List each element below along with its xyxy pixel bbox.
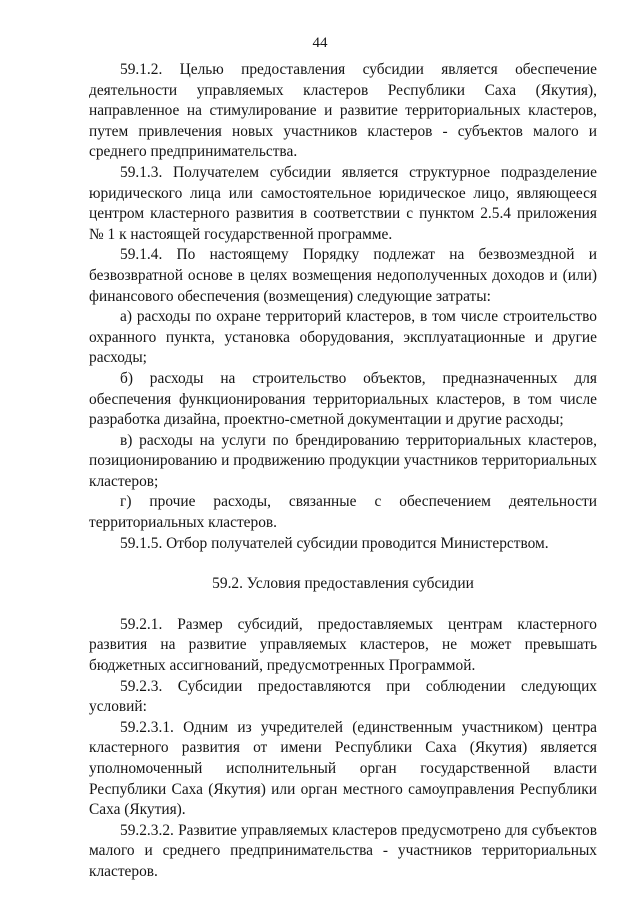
- paragraph-59-2-3-2: 59.2.3.2. Развитие управляемых кластеров предусмотрено для субъектов малого и среднего предпринимательства - участников территориальных кластеров.: [89, 821, 597, 880]
- section-heading: 59.2. Условия предоставления субсидии: [212, 575, 474, 593]
- document-body: [89, 60, 597, 883]
- paragraph-59-1-3: 59.1.3. Получателем субсидии является структурное подразделение юридического лица или самостоятельное юридическое лицо, являющееся центром кластерного развития в соответствии с пунктом 2.5.4 приложения № 1 к настоящей государственной программе.: [89, 163, 597, 243]
- paragraph-59-2-3: 59.2.3. Субсидии предоставляются при соблюдении следующих условий:: [89, 677, 597, 716]
- spacer: [89, 595, 597, 615]
- list-item-g: г) прочие расходы, связанные с обеспечением деятельности территориальных кластеров.: [89, 493, 597, 532]
- paragraph-59-2-3-1: 59.2.3.1. Одним из учредителей (единственным участником) центра кластерного развития от имени Республики Саха (Якутия) является уполномоченный исполнительный орган государственной власти Республики Саха (Якутия) или орган местного самоуправления Республики Саха (Якутия).: [89, 718, 597, 819]
- page-number: 44: [312, 35, 328, 51]
- spacer: [89, 554, 597, 574]
- paragraph-59-1-4: 59.1.4. По настоящему Порядку подлежат на безвозмездной и безвозвратной основе в целях возмещения недополученных доходов и (или) финансового обеспечения (возмещения) следующие затраты:: [89, 246, 597, 305]
- paragraph-59-1-2: 59.1.2. Целью предоставления субсидии является обеспечение деятельности управляемых кластеров Республики Саха (Якутия), направленное на стимулирование и развитие территориальных кластеров, путем привлечения новых участников кластеров - субъектов малого и среднего предпринимательства.: [89, 61, 597, 161]
- list-item-b: б) расходы на строительство объектов, предназначенных для обеспечения функционирования территориальных кластеров, в том числе разработка дизайна, проектно-сметной документации и другие расходы;: [89, 369, 597, 429]
- list-item-a: а) расходы по охране территорий кластеров, в том числе строительство охранного пункта, установка оборудования, эксплуатационные и другие расходы;: [89, 308, 597, 367]
- paragraph-59-2-1: 59.2.1. Размер субсидий, предоставляемых центрам кластерного развития на развитие управляемых кластеров, не может превышать бюджетных ассигнований, предусмотренных Программой.: [89, 615, 597, 675]
- paragraph-59-1-5: 59.1.5. Отбор получателей субсидии проводится Министерством.: [120, 534, 549, 552]
- list-item-v: в) расходы на услуги по брендированию территориальных кластеров, позиционированию и продвижению продукции участников территориальных кластеров;: [89, 431, 597, 490]
